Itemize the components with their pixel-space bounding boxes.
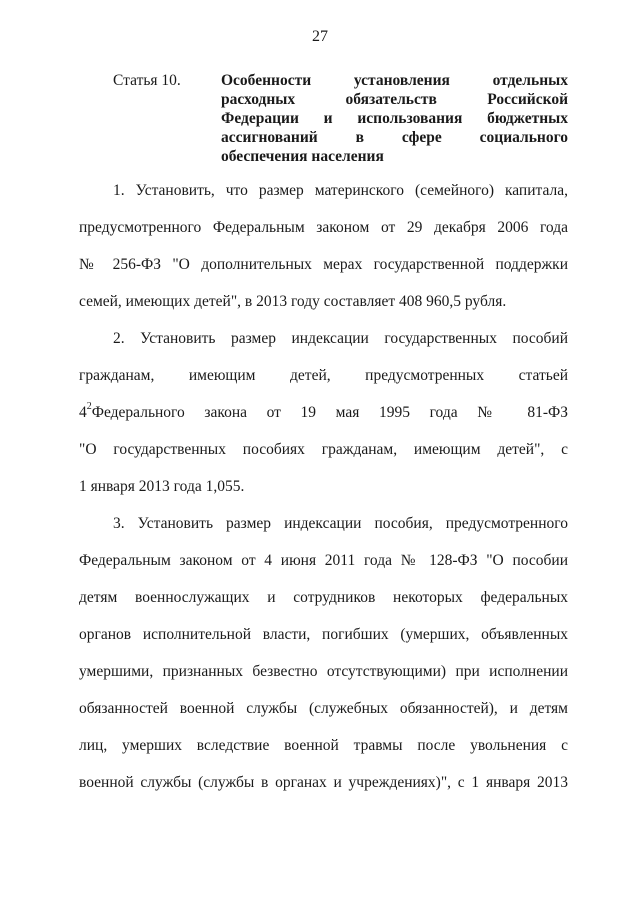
paragraph-line: обязанностей военной службы (служебных обязанностей), и детям bbox=[79, 700, 568, 717]
paragraph-line: детям военнослужащих и сотрудников некоторых федеральных bbox=[79, 589, 568, 606]
superscript: 2 bbox=[86, 402, 92, 412]
paragraph-line: 1. Установить, что размер материнского (семейного) капитала, bbox=[113, 182, 568, 199]
article-title-line: Особенности установления отдельных bbox=[221, 72, 568, 89]
paragraph-line: 3. Установить размер индексации пособия, предусмотренного bbox=[113, 515, 568, 532]
paragraph-line: лиц, умерших вследствие военной травмы после увольнения с bbox=[79, 737, 568, 754]
paragraph-line: 2. Установить размер индексации государственных пособий bbox=[113, 330, 568, 347]
article-label: Статья 10. bbox=[113, 72, 181, 89]
paragraph-line: Федеральным законом от 4 июня 2011 года № 128-ФЗ "О пособии bbox=[79, 552, 568, 569]
article-title-line: Федерации и использования бюджетных bbox=[221, 110, 568, 127]
article-title-line: ассигнований в сфере социального bbox=[221, 129, 568, 146]
paragraph-line: военной службы (службы в органах и учреждениях)", с 1 января 2013 bbox=[79, 774, 568, 791]
paragraph-line: органов исполнительной власти, погибших (умерших, объявленных bbox=[79, 626, 568, 643]
paragraph-line: предусмотренного Федеральным законом от 29 декабря 2006 года bbox=[79, 219, 568, 236]
paragraph-line: семей, имеющих детей", в 2013 году составляет 408 960,5 рубля. bbox=[79, 293, 507, 310]
paragraph-line: Федерального закона от 19 мая 1995 года № 81-ФЗ bbox=[91, 404, 568, 421]
paragraph-line: гражданам, имеющим детей, предусмотренных статьей bbox=[79, 367, 568, 384]
paragraph-line-with-sup bbox=[79, 402, 568, 424]
paragraph-line: № 256-ФЗ "О дополнительных мерах государственной поддержки bbox=[79, 256, 568, 273]
paragraph-line: умершими, признанных безвестно отсутствующими) при исполнении bbox=[79, 663, 568, 680]
article-title-line: расходных обязательств Российской bbox=[221, 91, 568, 108]
article-title bbox=[221, 71, 568, 166]
paragraph-line: 1 января 2013 года 1,055. bbox=[79, 478, 245, 495]
paragraph-line: "О государственных пособиях гражданам, имеющим детей", с bbox=[79, 441, 568, 458]
article-title-line: обеспечения населения bbox=[221, 148, 384, 165]
article-reference: $4^2$ bbox=[79, 402, 92, 421]
page-number: 27 bbox=[312, 28, 328, 45]
